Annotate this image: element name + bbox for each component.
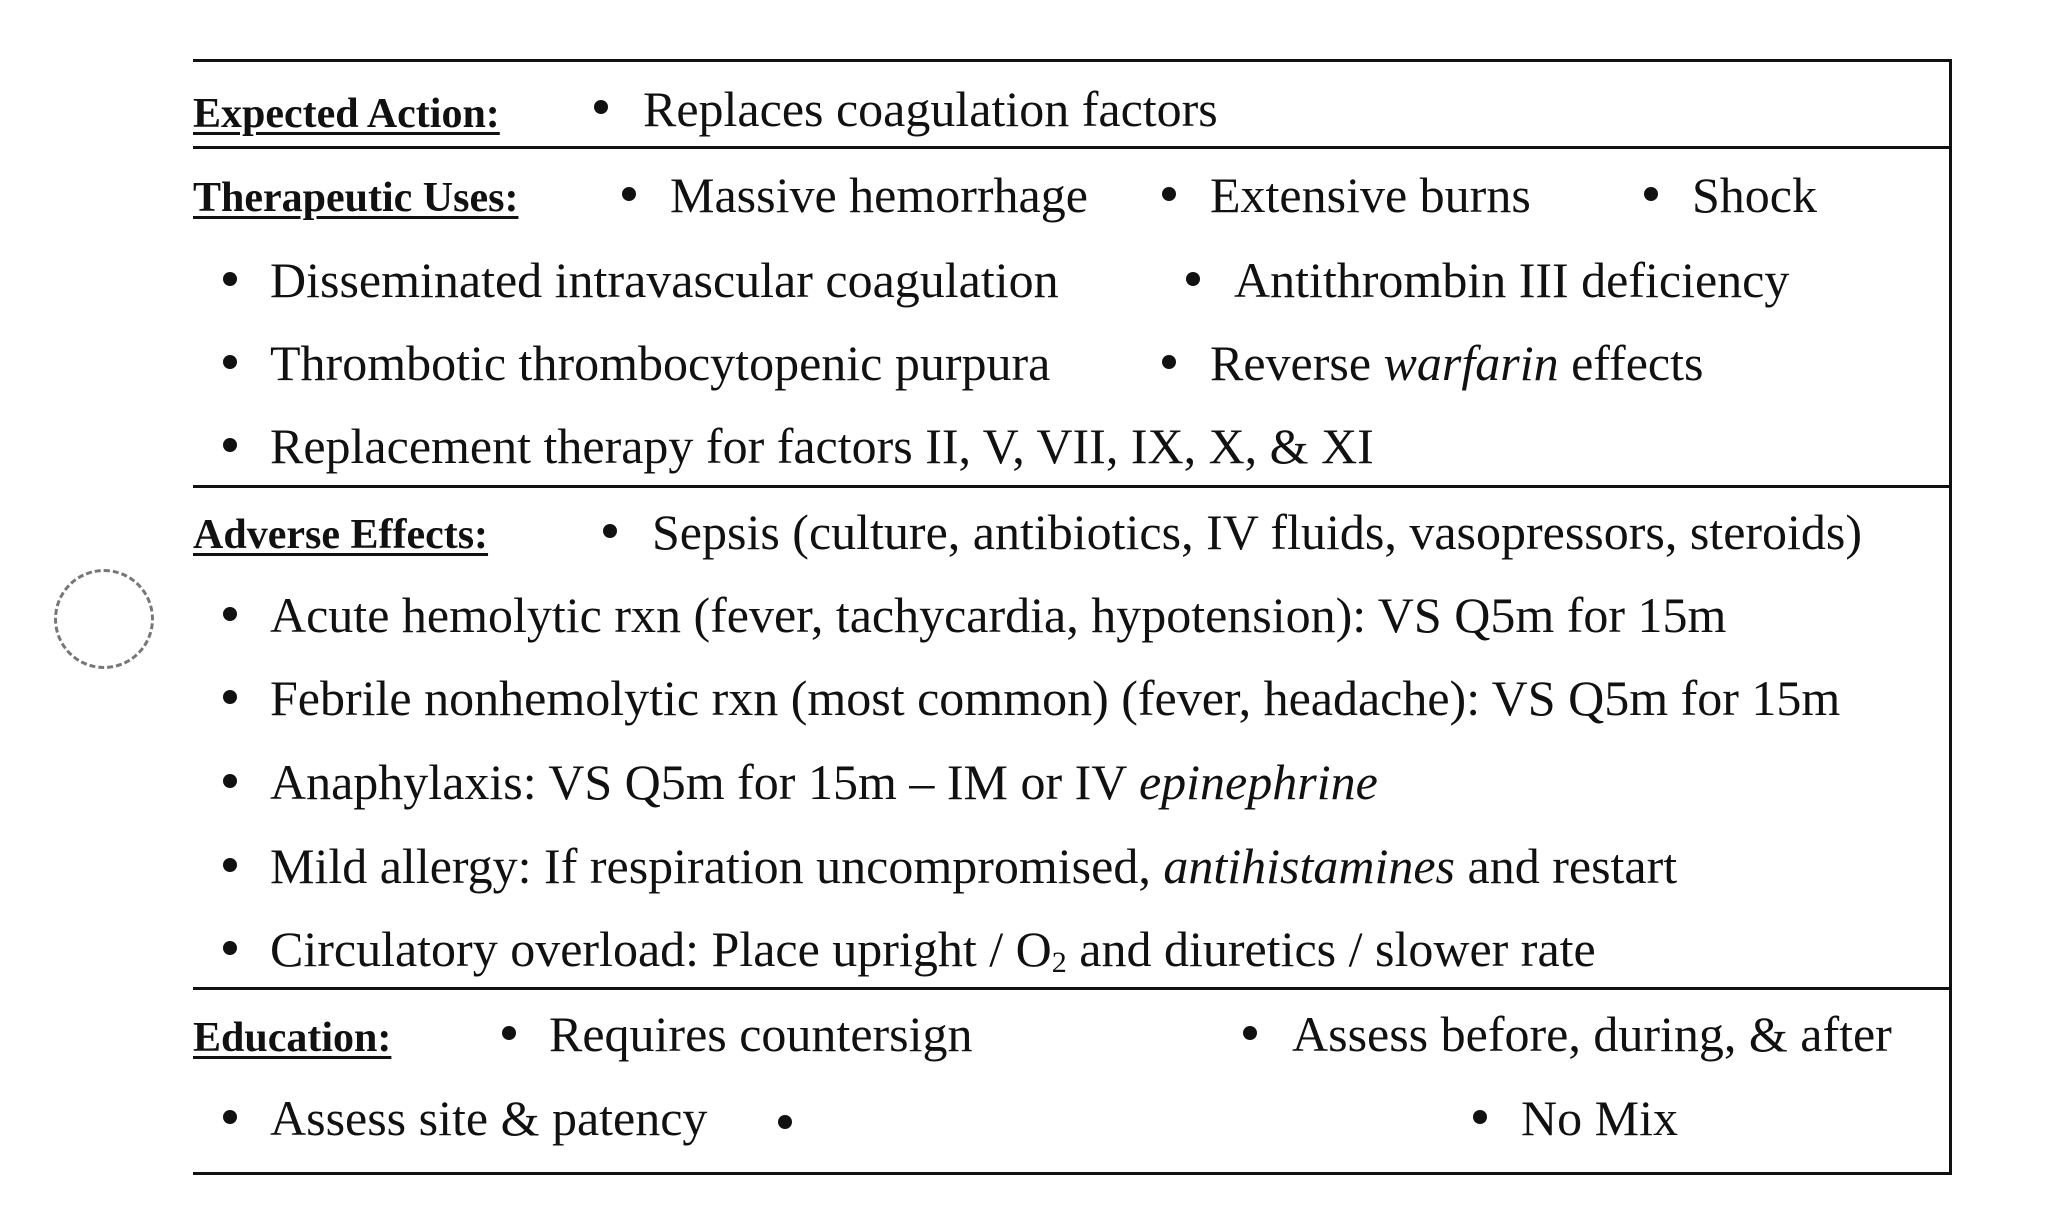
bullet-icon [223, 941, 237, 955]
therapeutic-use-item: Replacement therapy for factors II, V, VII, IX, X, & XI [270, 418, 1374, 474]
adverse-effect-item: Sepsis (culture, antibiotics, IV fluids, vasopressors, steroids) [652, 504, 1863, 560]
bullet-icon [622, 187, 636, 201]
section-divider [193, 146, 1952, 149]
bullet-icon [223, 272, 237, 286]
education-item: Requires countersign [549, 1006, 973, 1062]
bullet-icon [502, 1026, 516, 1040]
education-item: No Mix [1521, 1090, 1678, 1146]
expected-action-heading: Expected Action: [193, 91, 500, 137]
bullet-icon [223, 690, 237, 704]
bullet-icon [223, 607, 237, 621]
expected-action-item: Replaces coagulation factors [643, 81, 1218, 137]
adverse-effect-item: Circulatory overload: Place upright / $O_2$ and diuretics / slower rate [270, 921, 1596, 979]
therapeutic-use-item: Reverse warfarin effects [1210, 335, 1704, 391]
bullet-icon [223, 355, 237, 369]
therapeutic-use-item: Thrombotic thrombocytopenic purpura [270, 335, 1051, 391]
adverse-effect-item: Mild allergy: If respiration uncompromised, antihistamines and restart [270, 838, 1678, 894]
bullet-icon [1473, 1110, 1487, 1124]
adverse-effect-item: Febrile nonhemolytic rxn (most common) (fever, headache): VS Q5m for 15m [270, 670, 1841, 726]
bullet-icon [594, 100, 608, 114]
therapeutic-use-item: Extensive burns [1210, 167, 1531, 223]
dashed-circle-marker [54, 569, 154, 669]
bullet-icon [1162, 355, 1176, 369]
education-heading: Education: [193, 1015, 392, 1061]
adverse-effect-item: Acute hemolytic rxn (fever, tachycardia, hypotension): VS Q5m for 15m [270, 587, 1727, 643]
bullet-icon [603, 524, 617, 538]
bullet-icon [223, 438, 237, 452]
bullet-icon [1186, 272, 1200, 286]
bullet-icon [1162, 187, 1176, 201]
education-item: Assess before, during, & after [1292, 1006, 1892, 1062]
education-item: Assess site & patency [270, 1090, 708, 1146]
section-divider [193, 987, 1952, 990]
section-divider [193, 485, 1952, 488]
adverse-effect-item: Anaphylaxis: VS Q5m for 15m – IM or IV epinephrine [270, 754, 1378, 810]
bullet-icon [223, 1110, 237, 1124]
bullet-icon [778, 1115, 792, 1129]
bullet-icon [223, 858, 237, 872]
bullet-icon [223, 774, 237, 788]
adverse-effects-heading: Adverse Effects: [193, 512, 489, 558]
therapeutic-use-item: Massive hemorrhage [670, 167, 1088, 223]
bullet-icon [1243, 1026, 1257, 1040]
therapeutic-use-item: Shock [1692, 167, 1817, 223]
therapeutic-use-item: Disseminated intravascular coagulation [270, 252, 1059, 308]
therapeutic-uses-heading: Therapeutic Uses: [193, 175, 519, 221]
bullet-icon [1644, 187, 1658, 201]
therapeutic-use-item: Antithrombin III deficiency [1234, 252, 1790, 308]
